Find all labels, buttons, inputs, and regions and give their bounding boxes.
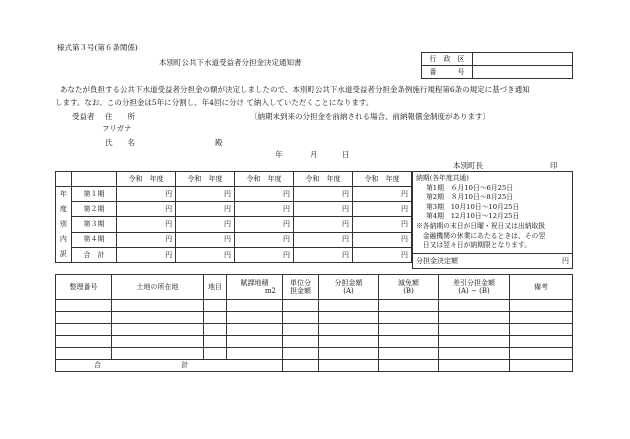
year-header: 令和 年度: [117, 172, 176, 187]
annual-breakdown-table: 令和 年度 令和 年度 令和 年度 令和 年度 令和 年度 年 度 別 内 訳 第１期 円 円 円 円 円 第２期 円 円 円 円 円 第３期 円 円 円 円 円 第４期 円 円 円 円 円 合 計 円 円 円 円 円: [55, 171, 412, 263]
reference-box: [421, 52, 573, 79]
side-label: 年 度 別 内 訳: [56, 187, 72, 263]
year-header: 令和 年度: [352, 172, 411, 187]
number-field[interactable]: [473, 66, 573, 79]
issuer-seal: 印: [550, 161, 558, 170]
form-number: 様式第３号(第６条関係): [57, 43, 138, 52]
recipient-label: 受益者: [72, 112, 95, 121]
prepayment-note: 〔納期未到来の分担金を前納される場合、前納報償金制度があります〕: [250, 112, 490, 121]
decision-label: 分担金決定額: [416, 256, 458, 265]
payment-period-box: 納期(各年度共通) 第1期 ６月10日～6月25日 第2期 ８月10日～8月25日 第3期 10月10日～10月25日 第4期 12月10日～12月25日 ※各納期の末日が日曜・祝日又は出納取扱 金融機関の休業にあたるときは、その翌 日又は翌々日が納期限となります。 分担金決定額 円: [412, 171, 573, 269]
land-total-label: 合 計: [56, 360, 283, 372]
body-text-line1: あなたが負担する公共下水道受益者分担金の額が決定しましたので、本別町公共下水道受益者分担金条例施行規程第6条の規定に基づき通知: [60, 85, 530, 94]
page-title: 本別町公共下水道受益者分担金決定通知書: [159, 58, 302, 67]
district-label: 行 政 区: [422, 53, 473, 66]
date-year: 年: [275, 150, 283, 159]
year-header: 令和 年度: [235, 172, 294, 187]
district-field[interactable]: [473, 53, 573, 66]
period-row-label: 第１期: [71, 187, 116, 202]
furigana-label: フリガナ: [102, 124, 132, 133]
period-row-label: 第２期: [71, 202, 116, 217]
date-day: 日: [342, 150, 350, 159]
year-header: 令和 年度: [294, 172, 353, 187]
number-label: 番 号: [422, 66, 473, 79]
land-table: 整理番号 土地の所在地 地目 賦課地積 m2 単位分 担金額 分担金額 (A) 減免額 (B) 差引分担金額 (A) − (B) 備考 合 計: [55, 274, 573, 372]
address-label: 住 所: [105, 112, 135, 121]
payment-period-title: 納期(各年度共通): [416, 174, 469, 182]
period-row-label: 第３期: [71, 217, 116, 232]
total-row-label: 合 計: [71, 247, 116, 262]
period-row-label: 第４期: [71, 232, 116, 247]
body-text-line2: します。なお、この分担金は5年に分割し、年4回に分け て納入していただくことになります。: [55, 98, 374, 107]
honorific: 殿: [215, 138, 223, 147]
issuer-name: 本別町長: [453, 161, 483, 170]
year-header: 令和 年度: [176, 172, 235, 187]
name-label: 氏 名: [105, 138, 135, 147]
date-month: 月: [310, 150, 318, 159]
